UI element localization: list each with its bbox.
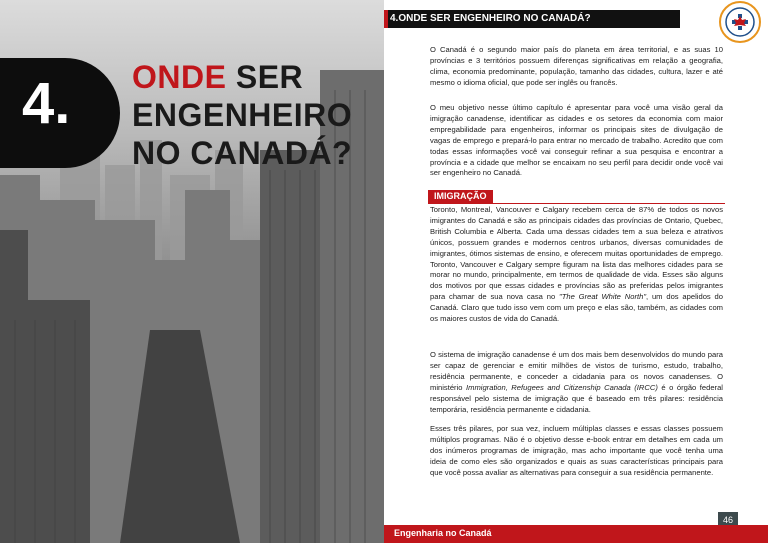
paragraph-cities-italic: "The Great White North" bbox=[559, 292, 647, 302]
paragraph-cities-part-a: Toronto, Montreal, Vancouver e Calgary recebem cerca de 87% de todos os novos imigrantes do Canadá e são as principais cidades das províncias de Ontario, Quebec, British Columbia e Alberta. Cada uma dessas cidades tem a sua beleza e atrativos únicos, possuem grandes e modernos centros urbanos, diversas comunidades de imigrantes, ótimos sistemas de ensino, e oferecem muitas oportunidades de emprego. Toronto, Vancouver e Calgary sempre figuram na lista das melhores cidades para se morar no mundo, principalmente, em termos de qualidade de vida. Esses são alguns dos motivos por que essas cidades e províncias são as preferidas pelos imigrantes para chamar de sua nova casa no bbox=[430, 205, 723, 302]
paragraph-pillars: Esses três pilares, por sua vez, incluem múltiplas classes e essas classes possuem múltiplos programas. Não é o objetivo desse e-book entrar em detalhes em cada um dos inúmeros programas de imigração, mas acho importante que você tenha uma ideia de como eles são organizados e quais as suas características principais para que você possa avaliar as alternativas para conseguir a sua residência permanente. bbox=[430, 424, 723, 477]
chapter-title-line-3: NO CANADÁ? bbox=[132, 135, 353, 171]
paragraph-system-part-b: é o órgão federal responsável pelo sistema de imigração que é baseado em três pilares: residência temporária, residência permanente e cidadania. bbox=[430, 382, 723, 414]
paragraph-system-italic: Immigration, Refugees and Citizenship Canada (IRCC) bbox=[466, 382, 658, 392]
content-page bbox=[384, 0, 768, 543]
chapter-title-line-1 bbox=[132, 58, 382, 96]
section-divider bbox=[428, 203, 725, 204]
chapter-number: 4. bbox=[22, 71, 71, 136]
footer-bar bbox=[384, 525, 768, 543]
paragraph-intro: O Canadá é o segundo maior país do planeta em área territorial, e as suas 10 províncias e 3 territórios possuem diferenças significativas em relação a geografia, clima, economia predominante, população, tamanho das cidades, cultura, lazer e até mesmo o idioma oficial, que pode ser inglês ou francês. bbox=[430, 45, 723, 87]
paragraph-immigration-system bbox=[430, 350, 723, 415]
paragraph-system-part-a: O sistema de imigração canadense é um dos mais bem desenvolvidos do mundo para ser capaz de gerenciar e emitir milhões de vistos de turismo, estudo, trabalho, residência permanente, e conceder a cidadania para os novos canadenses. O ministério bbox=[430, 350, 723, 392]
footer-text: Engenharia no Canadá bbox=[394, 528, 492, 538]
engenharia-logo-icon bbox=[718, 0, 762, 44]
paragraph-cities-part-b: , um dos apelidos do Canadá. Claro que tudo isso vem com um preço e elas são, também, as cidades com os maiores custos de vida do Canadá. bbox=[430, 292, 724, 324]
chapter-title-line-2: ENGENHEIRO bbox=[132, 97, 353, 133]
section-header-bar bbox=[384, 10, 680, 28]
chapter-title-line-1-rest: SER bbox=[226, 59, 304, 95]
header-accent bbox=[384, 10, 388, 28]
section-label-imigracao: IMIGRAÇÃO bbox=[428, 190, 493, 203]
paragraph-objective: O meu objetivo nesse último capítulo é apresentar para você uma visão geral da imigração canadense, identificar as cidades e os setores da economia com maior empregabilidade para engenheiros, informar os principais sites de divulgação de vagas de emprego e prepará-lo para entrar no mercado de trabalho. Acredito que com todas essas informações você vai conseguir refinar a sua pesquisa e encontrar a província e a cidade que melhor se encaixam no seu perfil para decidir onde você vai ser engenheiro no Canadá. bbox=[430, 103, 723, 178]
page-number: 46 bbox=[718, 512, 738, 528]
chapter-title bbox=[132, 58, 382, 172]
chapter-title-highlight: ONDE bbox=[132, 59, 227, 95]
header-title: 4.ONDE SER ENGENHEIRO NO CANADÁ? bbox=[390, 13, 591, 24]
paragraph-cities bbox=[430, 205, 723, 325]
